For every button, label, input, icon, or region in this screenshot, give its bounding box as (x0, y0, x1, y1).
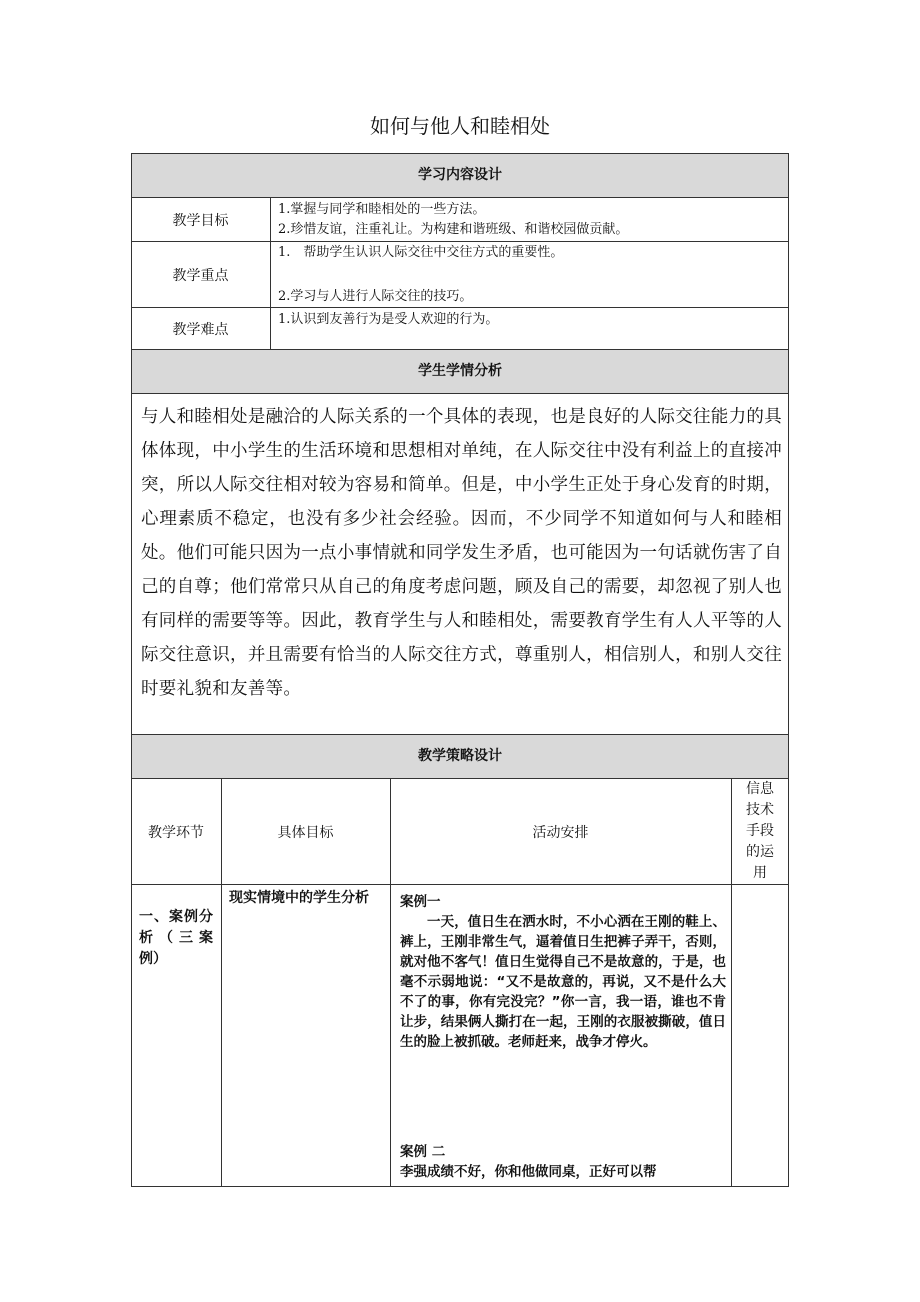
section-header-strategy-design: 教学策略设计 (131, 734, 789, 779)
header-tech-line: 的运 (746, 844, 774, 860)
divider (270, 197, 271, 350)
case2-text: 李强成绩不好，你和他做同桌，正好可以帮 (400, 1164, 657, 1180)
header-activity: 活动安排 (532, 825, 589, 841)
goal-cell: 现实情境中的学生分析 (229, 890, 369, 906)
header-tech-line: 信息 (746, 781, 774, 797)
objective-line-2: 2.珍惜友谊，注重礼让。为构建和谐班级、和谐校园做贡献。 (278, 222, 629, 237)
header-goal: 具体目标 (277, 825, 334, 841)
header-tech-line: 手段 (746, 823, 774, 839)
case2-title: 案例 二 (400, 1144, 446, 1160)
header-tech (731, 779, 789, 884)
divider (131, 241, 789, 242)
divider (131, 884, 789, 885)
key-point-line-2: 2.学习与人进行人际交往的技巧。 (278, 289, 473, 304)
difficulties-label: 教学难点 (172, 322, 229, 338)
stage-cell: 一、案例分析（三案例） (139, 909, 213, 967)
key-points-label: 教学重点 (172, 268, 229, 284)
page-title: 如何与他人和睦相处 (370, 114, 550, 138)
objective-line-1: 1.掌握与同学和睦相处的一些方法。 (278, 202, 486, 217)
header-tech-line: 技术 (746, 802, 774, 818)
case1-title: 案例一 (400, 894, 441, 910)
section-header-content-design: 学习内容设计 (131, 153, 789, 198)
header-tech-line: 用 (753, 865, 767, 881)
case1-text: 一天，值日生在洒水时，不小心洒在王刚的鞋上、裤上，王刚非常生气，逼着值日生把裤子弄干，否则，就对他不客气！值日生觉得自己不是故意的，于是，也毫不示弱地说：“又不是故意的，再说，又不是什么大不了的事，你有完没完？”你一言，我一语，谁也不肯让步，结果俩人撕打在一起，王刚的衣服被撕破，值日生的脸上被抓破。老师赶来，战争才停火。 (400, 914, 726, 1050)
section-header-student-analysis: 学生学情分析 (131, 349, 789, 394)
header-stage: 教学环节 (148, 825, 204, 841)
difficulty-line-1: 1.认识到友善行为是受人欢迎的行为。 (278, 312, 499, 327)
analysis-paragraph: 与人和睦相处是融洽的人际关系的一个具体的表现，也是良好的人际交往能力的具体体现，中小学生的生活环境和思想相对单纯，在人际交往中没有利益上的直接冲突，所以人际交往相对较为容易和简单。但是，中小学生正处于身心发育的时期，心理素质不稳定，也没有多少社会经验。因而，不少同学不知道如何与人和睦相处。他们可能只因为一点小事情就和同学发生矛盾，也可能因为一句话就伤害了自己的自尊；他们常常只从自己的角度考虑问题，顾及自己的需要，却忽视了别人也有同样的需要等等。因此，教育学生与人和睦相处，需要教育学生有人人平等的人际交往意识，并且需要有恰当的人际交往方式，尊重别人，相信别人，和别人交往时要礼貌和友善等。 (141, 407, 782, 699)
divider (131, 307, 789, 308)
objectives-label: 教学目标 (172, 213, 229, 229)
key-point-line-1: 1. 帮助学生认识人际交往中交往方式的重要性。 (278, 245, 564, 260)
